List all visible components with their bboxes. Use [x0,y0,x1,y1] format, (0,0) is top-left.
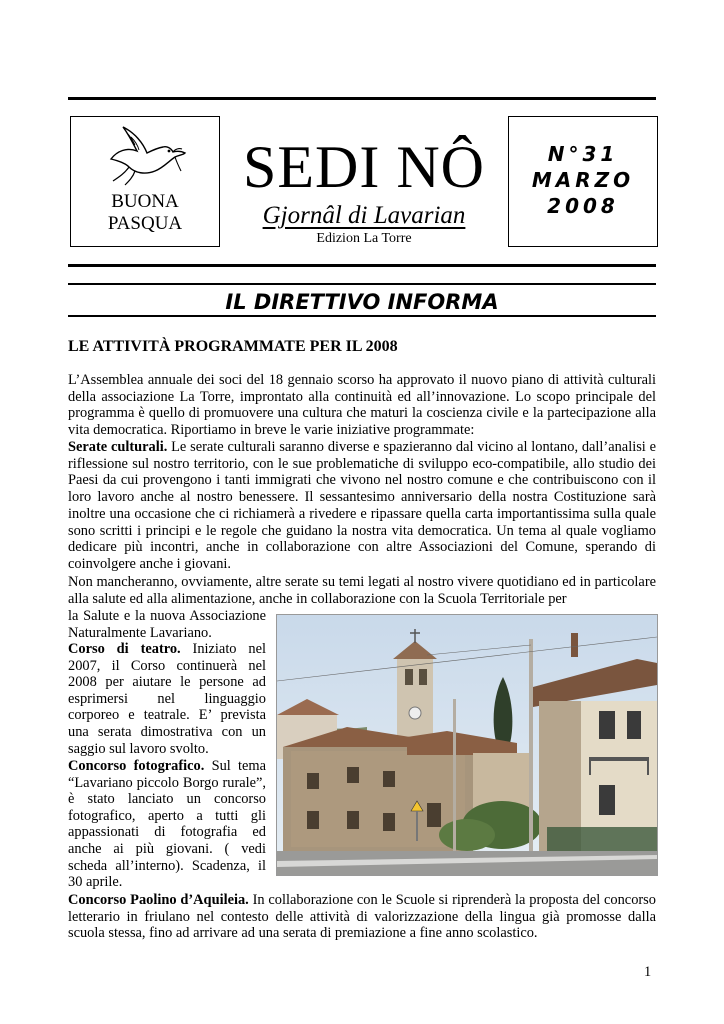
paragraph-serate [68,439,656,573]
newspaper-subtitle [220,201,508,231]
subtitle-text: Gjornâl di Lavarian [262,202,466,229]
teatro-label: Corso di teatro. [68,641,181,657]
paolino-label: Concorso Paolino d’Aquileia. [68,892,249,908]
teatro-text: Iniziato nel 2007, il Corso continuerà nel 2008 per aiutare le persone ad esprimersi nel linguaggio corporeo e teatrale. E’ prevista una serata dimostrativa con un saggio sul lavoro svolto. [68,641,266,757]
paragraph-fotografico [68,758,266,891]
issue-year: 2008 [547,194,619,218]
non-mancheranno-text: Non mancheranno, ovviamente, altre serate su temi legati al nostro vivere quotidiano ed in particolare alla salute ed alla alimentazione, anche in collaborazione con la Scuola Territoriale per [68,574,656,607]
dove-icon [105,121,187,193]
greeting-box [70,116,220,247]
paragraph-teatro [68,641,266,757]
page-number: 1 [644,964,652,980]
paragraph-continuation [68,608,266,641]
village-photo [276,614,658,876]
serate-label: Serate culturali. [68,439,168,455]
issue-month: MARZO [531,168,635,192]
edition-label: Edizion La Torre [316,231,412,246]
article-title: LE ATTIVITÀ PROGRAMMATE PER IL 2008 [68,338,398,355]
article-intro [68,372,656,439]
section-top-rule [68,283,656,285]
serate-text: Le serate culturali saranno diverse e spazieranno dal vicino al lontano, dall’analisi e riflessione sul nostro territorio, con le sue problematiche di sviluppo eco-compatibile, allo studio dei Paesi da cui provengono i tanti immigrati che vivono nel nostro comune e che contribuiscono con il loro lavoro anche al nostro benessere. Il sessantesimo anniversario della nostra Costituzione sarà inoltre una occasione che ci richiamerà a rivedere e ripassare quella carta importantissima sulla quale sono scritti i principi e le regole che guidano la nostra vita democratica. Un tema al quale vogliamo dedicare più incontri, anche in collaborazione con altre Associazioni del Comune, sperando di coinvolgere anche i giovani. [68,439,656,572]
intro-text: L’Assemblea annuale dei soci del 18 gennaio scorso ha approvato il nuovo piano di attività culturali della associazione La Torre, improntato alla continuità ed all’innovazione. Lo scopo principale del programma è quello di promuovere una cultura che maturi la coscienza civile e la partecipazione alla vita democratica. Riportiamo in breve le varie iniziative programmate: [68,372,656,439]
issue-number: N°31 [547,142,619,166]
foto-text: Sul tema “Lavariano piccolo Borgo rurale”, è stato lanciato un concorso fotografico, aperto a tutti gli appassionati di fotografia ed anche ai più giovani. ( vedi scheda all’interno). Scadenza, il 30 aprile. [68,758,267,891]
paolino-text: In collaborazione con le Scuole si riprenderà la proposta del concorso letterario in friulano nel contesto delle attività di valorizzazione della lingua già promosse dalla scuola stessa, fino ad arrivare ad una serata di premiazione a fine anno scolastico. [68,892,656,942]
issue-box [508,116,658,247]
section-bottom-rule [68,315,656,317]
greeting-line-2: PASQUA [107,213,183,234]
greeting-line-1: BUONA [111,191,179,212]
section-heading: IL DIRETTIVO INFORMA [225,290,499,314]
foto-label: Concorso fotografico. [68,758,205,774]
village-street-image [277,615,657,875]
masthead-bottom-rule [68,264,656,267]
newspaper-title: SEDI NÔ [243,134,485,200]
paragraph-non-mancheranno [68,574,656,607]
paragraph-paolino [68,892,656,942]
top-rule [68,97,656,100]
continuation-text: la Salute e la nuova Associazione Naturalmente Lavariano. [68,608,266,641]
